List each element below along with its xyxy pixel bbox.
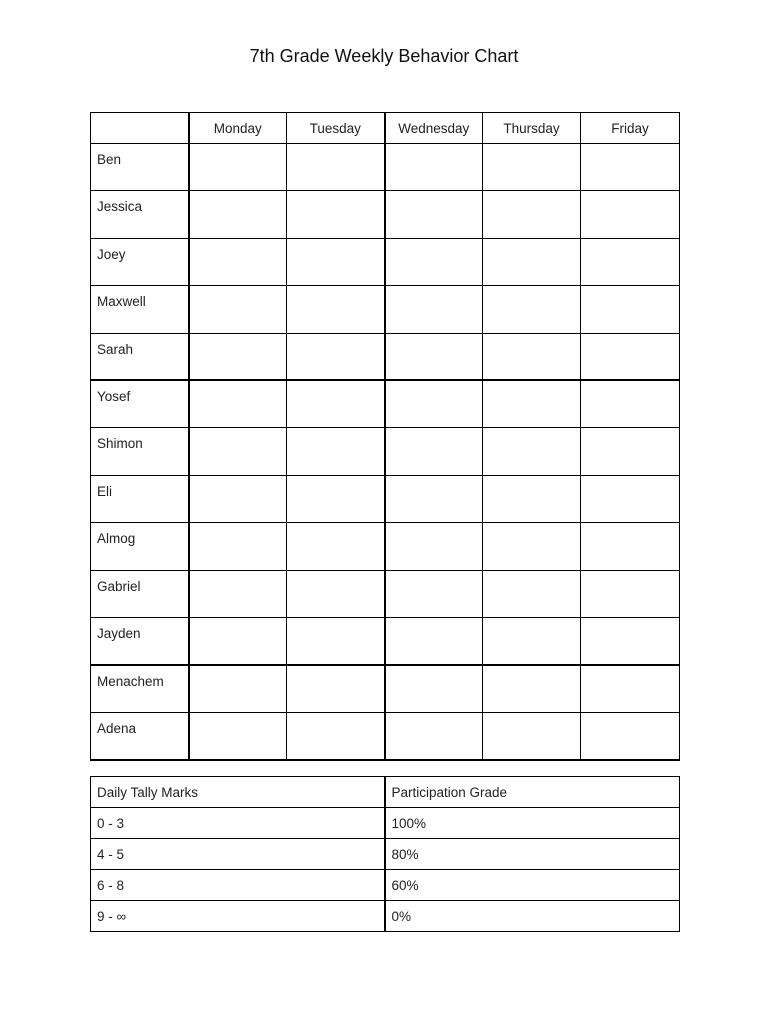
- tally-cell-wednesday: [385, 333, 483, 380]
- student-name: Jessica: [91, 191, 189, 238]
- tally-cell-friday: [581, 380, 680, 427]
- tally-cell-tuesday: [287, 428, 385, 475]
- legend-row: [91, 839, 680, 870]
- student-row: [91, 665, 680, 712]
- tally-cell-wednesday: [385, 570, 483, 617]
- tally-cell-tuesday: [287, 144, 385, 191]
- student-name: Eli: [91, 475, 189, 522]
- page-title: 7th Grade Weekly Behavior Chart: [249, 46, 519, 66]
- student-row: [91, 191, 680, 238]
- tally-cell-monday: [189, 380, 287, 427]
- tally-cell-thursday: [483, 380, 581, 427]
- student-name: Ben: [91, 144, 189, 191]
- tally-cell-monday: [189, 333, 287, 380]
- header-row: [91, 113, 680, 144]
- student-row: [91, 570, 680, 617]
- tally-cell-friday: [581, 238, 680, 285]
- legend-grade-value: 60%: [385, 870, 680, 901]
- tally-cell-wednesday: [385, 617, 483, 664]
- tally-cell-monday: [189, 523, 287, 570]
- student-row: [91, 712, 680, 759]
- student-row: [91, 523, 680, 570]
- tally-cell-monday: [189, 570, 287, 617]
- tally-cell-friday: [581, 475, 680, 522]
- tally-cell-friday: [581, 286, 680, 333]
- legend-header-row: [91, 777, 680, 808]
- tally-cell-friday: [581, 144, 680, 191]
- tally-cell-monday: [189, 238, 287, 285]
- tally-cell-tuesday: [287, 523, 385, 570]
- day-header-thursday: Thursday: [483, 113, 581, 144]
- tally-cell-monday: [189, 712, 287, 759]
- student-row: [91, 144, 680, 191]
- tally-cell-wednesday: [385, 428, 483, 475]
- tally-cell-friday: [581, 712, 680, 759]
- tally-cell-monday: [189, 286, 287, 333]
- tally-cell-thursday: [483, 475, 581, 522]
- tally-cell-friday: [581, 523, 680, 570]
- legend-grade-value: 0%: [385, 901, 680, 932]
- tally-cell-monday: [189, 144, 287, 191]
- student-name: Maxwell: [91, 286, 189, 333]
- student-row: [91, 617, 680, 664]
- student-name: Adena: [91, 712, 189, 759]
- student-name: Yosef: [91, 380, 189, 427]
- tally-cell-tuesday: [287, 712, 385, 759]
- tally-cell-tuesday: [287, 333, 385, 380]
- tally-cell-wednesday: [385, 475, 483, 522]
- day-header-monday: Monday: [189, 113, 287, 144]
- legend-table: [90, 776, 680, 932]
- tally-cell-friday: [581, 428, 680, 475]
- tally-cell-monday: [189, 428, 287, 475]
- tally-cell-wednesday: [385, 238, 483, 285]
- tally-cell-wednesday: [385, 380, 483, 427]
- tally-cell-monday: [189, 475, 287, 522]
- tally-cell-wednesday: [385, 665, 483, 712]
- tally-cell-wednesday: [385, 144, 483, 191]
- tally-cell-tuesday: [287, 617, 385, 664]
- student-row: [91, 238, 680, 285]
- tally-cell-friday: [581, 617, 680, 664]
- student-name: Joey: [91, 238, 189, 285]
- day-header-friday: Friday: [581, 113, 680, 144]
- corner-cell: [91, 113, 189, 144]
- tally-cell-friday: [581, 333, 680, 380]
- tally-cell-thursday: [483, 617, 581, 664]
- legend-header-grade: Participation Grade: [385, 777, 680, 808]
- tally-cell-monday: [189, 617, 287, 664]
- tally-cell-monday: [189, 665, 287, 712]
- tally-cell-tuesday: [287, 191, 385, 238]
- legend-tally-range: 9 - ∞: [91, 901, 385, 932]
- legend-row: [91, 901, 680, 932]
- legend-header-tally: Daily Tally Marks: [91, 777, 385, 808]
- student-name: Almog: [91, 523, 189, 570]
- student-name: Sarah: [91, 333, 189, 380]
- student-name: Menachem: [91, 665, 189, 712]
- tally-cell-thursday: [483, 712, 581, 759]
- tally-cell-friday: [581, 191, 680, 238]
- tally-cell-tuesday: [287, 475, 385, 522]
- legend-tally-range: 6 - 8: [91, 870, 385, 901]
- tally-cell-friday: [581, 665, 680, 712]
- tally-cell-wednesday: [385, 712, 483, 759]
- legend-tally-range: 4 - 5: [91, 839, 385, 870]
- tally-cell-thursday: [483, 191, 581, 238]
- tally-cell-thursday: [483, 286, 581, 333]
- tally-cell-wednesday: [385, 191, 483, 238]
- student-name: Shimon: [91, 428, 189, 475]
- legend-grade-value: 100%: [385, 808, 680, 839]
- tally-cell-monday: [189, 191, 287, 238]
- tally-cell-thursday: [483, 665, 581, 712]
- tally-cell-tuesday: [287, 238, 385, 285]
- student-row: [91, 475, 680, 522]
- student-row: [91, 333, 680, 380]
- tally-cell-thursday: [483, 333, 581, 380]
- behavior-chart-table: [90, 112, 680, 761]
- legend-grade-value: 80%: [385, 839, 680, 870]
- tally-cell-thursday: [483, 144, 581, 191]
- tally-cell-friday: [581, 570, 680, 617]
- student-name: Gabriel: [91, 570, 189, 617]
- tally-cell-thursday: [483, 523, 581, 570]
- day-header-tuesday: Tuesday: [287, 113, 385, 144]
- tally-cell-tuesday: [287, 570, 385, 617]
- student-row: [91, 380, 680, 427]
- tally-cell-tuesday: [287, 286, 385, 333]
- day-header-wednesday: Wednesday: [385, 113, 483, 144]
- tally-cell-thursday: [483, 238, 581, 285]
- student-row: [91, 286, 680, 333]
- student-row: [91, 428, 680, 475]
- student-name: Jayden: [91, 617, 189, 664]
- tally-cell-thursday: [483, 428, 581, 475]
- legend-row: [91, 870, 680, 901]
- tally-cell-tuesday: [287, 665, 385, 712]
- tally-cell-wednesday: [385, 523, 483, 570]
- tally-cell-thursday: [483, 570, 581, 617]
- tally-cell-wednesday: [385, 286, 483, 333]
- legend-row: [91, 808, 680, 839]
- tally-cell-tuesday: [287, 380, 385, 427]
- legend-tally-range: 0 - 3: [91, 808, 385, 839]
